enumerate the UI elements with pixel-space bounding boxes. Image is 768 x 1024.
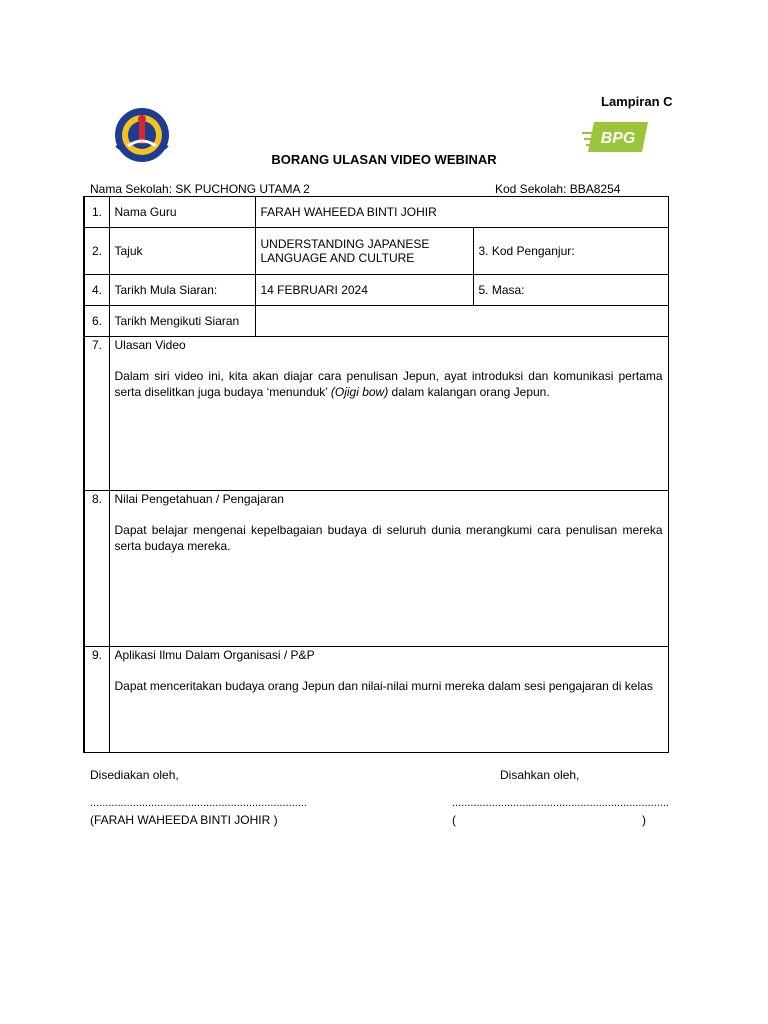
table-row xyxy=(84,228,668,275)
row-number: 7. xyxy=(84,337,109,491)
approver-name-open: ( xyxy=(452,813,456,827)
prepared-by-name: (FARAH WAHEEDA BINTI JOHIR ) xyxy=(90,813,278,827)
review-form-table xyxy=(83,196,669,753)
row-label: Tajuk xyxy=(109,228,255,275)
table-row xyxy=(84,491,668,647)
approved-by-label: Disahkan oleh, xyxy=(500,768,580,782)
row-label: Nilai Pengetahuan / Pengajaran xyxy=(114,492,284,506)
approver-name-close: ) xyxy=(642,813,646,827)
title-field[interactable]: UNDERSTANDING JAPANESE LANGUAGE AND CULTURE xyxy=(255,228,473,275)
table-row xyxy=(84,337,668,491)
signature-line-right[interactable]: ....................................................................... xyxy=(452,797,669,809)
table-row xyxy=(84,275,668,306)
school-code: Kod Sekolah: BBA8254 xyxy=(495,182,621,196)
knowledge-text: Dapat belajar mengenai kepelbagaian budaya di seluruh dunia merangkumi cara penulisan mereka serta budaya mereka. xyxy=(114,523,663,553)
signature-line-left[interactable]: ....................................................................... xyxy=(90,797,307,809)
table-row xyxy=(84,647,668,753)
application-field[interactable] xyxy=(109,647,668,753)
row-label: Tarikh Mula Siaran: xyxy=(109,275,255,306)
table-row xyxy=(84,306,668,337)
review-text: Dalam siri video ini, kita akan diajar cara penulisan Jepun, ayat introduksi dan komunikasi pertama serta diselitkan juga budaya ‘menunduk’ (Ojigi bow) dalam kalangan orang Jepun. xyxy=(114,369,663,399)
broadcast-date-field[interactable]: 14 FEBRUARI 2024 xyxy=(255,275,473,306)
time-field[interactable]: 5. Masa: xyxy=(473,275,668,306)
knowledge-value-field[interactable] xyxy=(109,491,668,647)
table-row xyxy=(84,197,668,228)
lampiran-label: Lampiran C xyxy=(601,94,673,109)
school-name: Nama Sekolah: SK PUCHONG UTAMA 2 xyxy=(90,182,310,196)
application-text: Dapat menceritakan budaya orang Jepun dan nilai-nilai murni mereka dalam sesi pengajaran di kelas xyxy=(114,679,653,693)
row-number: 4. xyxy=(84,275,109,306)
row-label: Nama Guru xyxy=(109,197,255,228)
row-number: 6. xyxy=(84,306,109,337)
video-review-field[interactable] xyxy=(109,337,668,491)
teacher-name-field[interactable]: FARAH WAHEEDA BINTI JOHIR xyxy=(255,197,668,228)
row-number: 2. xyxy=(84,228,109,275)
row-number: 1. xyxy=(84,197,109,228)
attended-date-field[interactable] xyxy=(255,306,668,337)
row-label: Ulasan Video xyxy=(114,338,186,352)
row-number: 9. xyxy=(84,647,109,753)
organizer-code-field[interactable]: 3. Kod Penganjur: xyxy=(473,228,668,275)
row-label: Tarikh Mengikuti Siaran xyxy=(109,306,255,337)
prepared-by-label: Disediakan oleh, xyxy=(90,768,179,782)
form-title: BORANG ULASAN VIDEO WEBINAR xyxy=(271,152,497,167)
svg-text:BPG: BPG xyxy=(600,130,636,147)
row-label: Aplikasi Ilmu Dalam Organisasi / P&P xyxy=(114,648,315,662)
row-number: 8. xyxy=(84,491,109,647)
